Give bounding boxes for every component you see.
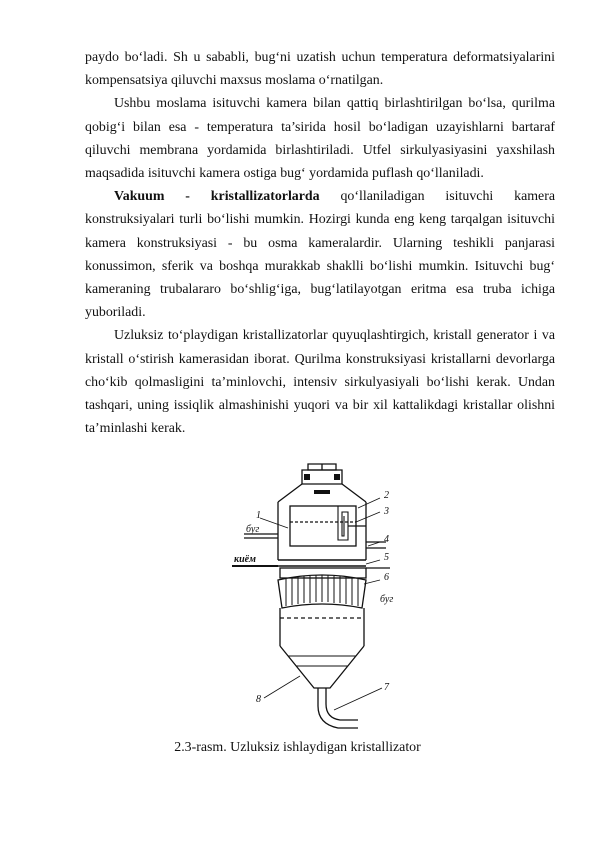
label-steam-right: буг — [380, 594, 394, 605]
crystallizer-figure — [230, 462, 410, 734]
paragraph-2: Ushbu moslama isituvchi kamera bilan qattiq birlashtirilgan bo‘lsa, qurilma qobig‘i bilan esa - temperatura ta’sirida hosil bo‘ladigan uzayishlarni bartaraf qiluvchi membrana yordamida birlashtiriladi. Utfel sirkulyasiyasini yaxshilash maqsadida isituvchi kamera ostiga bug‘ yordamida puflash qo‘llaniladi. — [85, 96, 555, 182]
label-3: 3 — [384, 506, 389, 517]
label-steam-left: буг — [246, 524, 260, 535]
label-5: 5 — [384, 552, 389, 563]
upper-shell — [278, 502, 366, 560]
lower-shell — [280, 608, 364, 646]
label-feed: киём — [234, 554, 256, 565]
paragraph-1: paydo bo‘ladi. Sh u sababli, bug‘ni uzatish uchun temperatura deformatsiyalarini kompensatsiya qiluvchi maxsus moslama o‘rnatilgan. — [85, 50, 555, 89]
paragraph-4: Uzluksiz to‘playdigan kristallizatorlar quyuqlashtirgich, kristall generator i va kristall o‘stirish kamerasidan iborat. Qurilma konstruksiyasi kristallarni devorlarga cho‘kib qolmasligini ta’minlovchi, intensiv sirkulyasiyali bo‘lishi kerak. Undan tashqari, uning issiqlik almashinishi yuqori va bir xil kattalikdagi kristallar olishni ta’minlashi kerak. — [85, 328, 555, 437]
paragraph-3 — [85, 185, 555, 324]
paragraph-3-text: qo‘llaniladigan isituvchi kamera konstruksiyalari turli bo‘lishi mumkin. Hozirgi kunda eng keng tarqalgan isituvchi kamera konstruksiyasi - bu osma kameralardir. Ularning teshikli panjarasi konussimon, sferik va boshqa murakkab shaklli bo‘lishi mumkin. Isituvchi bug‘ kameraning trubalararo bo‘shlig‘iga, bug‘latilayotgan eritma esa truba ichiga yuboriladi. — [85, 189, 555, 321]
crystallizer-diagram — [230, 462, 410, 734]
body-text — [85, 46, 555, 440]
label-6: 6 — [384, 572, 389, 583]
label-1: 1 — [256, 510, 261, 521]
figure-caption: 2.3-rasm. Uzluksiz ishlaydigan kristallizator — [174, 740, 421, 755]
label-8: 8 — [256, 694, 261, 705]
label-4: 4 — [384, 534, 389, 545]
heating-coil — [338, 506, 348, 540]
bottom-cone — [280, 646, 364, 688]
label-7: 7 — [384, 682, 389, 693]
paragraph-3-term: Vakuum - kristallizatorlarda — [114, 189, 320, 205]
label-2: 2 — [384, 490, 389, 501]
